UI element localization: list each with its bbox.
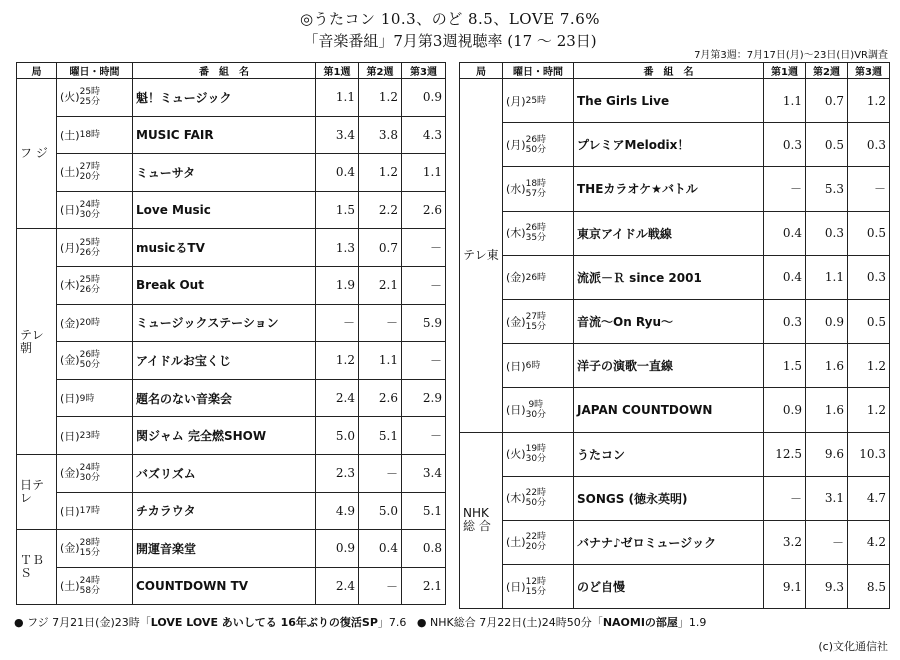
week3-rating: 1.1 [402,154,446,192]
week1-rating: 2.3 [316,454,359,492]
datetime-cell [57,154,133,192]
day-label: (金) [506,271,526,285]
program-name: 魁！ミュージック [133,79,316,117]
program-name: musicるTV [133,229,316,267]
day-label: (日) [60,429,80,443]
datetime-cell [57,379,133,417]
datetime-cell [503,123,574,167]
header-datetime: 曜日・時間 [503,63,574,79]
week2-rating: 5.0 [359,492,402,530]
day-label: (金) [60,466,80,480]
week3-rating: 0.9 [402,79,446,117]
time-label: 24時 58分 [79,576,101,597]
day-label: (日) [60,392,80,406]
footnote-2-program: NAOMIの部屋 [602,616,678,629]
week2-rating: 0.9 [806,299,848,343]
datetime-cell [503,79,574,123]
week2-rating: － [359,304,402,342]
week2-rating: 2.1 [359,266,402,304]
table-row [460,299,890,343]
time-label: 18時 57分 [525,178,547,199]
datetime-cell [503,299,574,343]
time-label: 22時 50分 [525,488,547,509]
program-name: THEカラオケ★バトル [574,167,764,211]
day-label: (木) [506,226,526,240]
datetime-cell [503,432,574,476]
week2-rating: 3.8 [359,116,402,154]
table-row [460,520,890,564]
week1-rating: 0.4 [316,154,359,192]
week1-rating: 12.5 [764,432,806,476]
week3-rating: 8.5 [848,565,890,609]
program-name: 題名のない音楽会 [133,379,316,417]
day-label: (日) [506,580,526,594]
week3-rating: 1.2 [848,79,890,123]
week2-rating: 3.1 [806,476,848,520]
table-row [17,304,446,342]
week3-rating: 4.7 [848,476,890,520]
week2-rating: 5.1 [359,417,402,455]
week2-rating: 0.4 [359,530,402,568]
time-label: 27時 15分 [525,311,547,332]
table-header-row [460,63,890,79]
program-name: チカラウタ [133,492,316,530]
program-name: 洋子の演歌一直線 [574,344,764,388]
table-row [17,116,446,154]
datetime-cell [57,417,133,455]
time-label: 19時 30分 [525,444,547,465]
footnote [14,614,706,630]
table-row [17,342,446,380]
week1-rating: 0.4 [764,211,806,255]
header-week2: 第2週 [359,63,402,79]
day-label: (火) [60,90,80,104]
week3-rating: － [402,417,446,455]
time-label: 26時 [525,272,547,283]
week3-rating: 1.2 [848,344,890,388]
footnote-1-suffix: 」7.6 [377,616,407,629]
week3-rating: 5.9 [402,304,446,342]
table-row [460,123,890,167]
footnote-1-program: LOVE LOVE あいしてる 16年ぶりの復活SP [150,616,378,629]
week3-rating: 4.3 [402,116,446,154]
table-row [17,454,446,492]
week1-rating: 3.4 [316,116,359,154]
time-label: 27時 20分 [79,162,101,183]
program-name: アイドルお宝くじ [133,342,316,380]
footnote-1-prefix: ● フジ 7月21日(金)23時「 [14,616,151,629]
week2-rating: 1.6 [806,388,848,432]
program-name: バズリズム [133,454,316,492]
time-label: 25時 [525,96,547,107]
datetime-cell [57,492,133,530]
datetime-cell [57,79,133,117]
table-row [460,79,890,123]
time-label: 12時 15分 [525,576,547,597]
day-label: (日) [60,203,80,217]
program-name: 東京アイドル戦線 [574,211,764,255]
time-label: 28時 15分 [79,538,101,559]
survey-note: 7月第3週：7月17日(月)～23日(日)VR調査 [694,50,888,61]
table-row [17,154,446,192]
week2-rating: 9.3 [806,565,848,609]
datetime-cell [57,116,133,154]
header-week1: 第1週 [764,63,806,79]
program-name: COUNTDOWN TV [133,567,316,605]
week3-rating: 0.3 [848,123,890,167]
week1-rating: 9.1 [764,565,806,609]
day-label: (土) [60,579,80,593]
day-label: (土) [60,165,80,179]
table-row [460,167,890,211]
datetime-cell [503,167,574,211]
header-week2: 第2週 [806,63,848,79]
day-label: (金) [506,315,526,329]
week3-rating: 5.1 [402,492,446,530]
time-label: 6時 [525,361,541,372]
datetime-cell [57,454,133,492]
day-label: (土) [60,128,80,142]
datetime-cell [57,229,133,267]
station-cell: テレ朝 [17,229,57,455]
program-name: 開運音楽堂 [133,530,316,568]
table-row [460,476,890,520]
program-name: MUSIC FAIR [133,116,316,154]
program-name: The Girls Live [574,79,764,123]
table-row [17,530,446,568]
table-row [17,266,446,304]
week2-rating: 0.7 [359,229,402,267]
datetime-cell [57,342,133,380]
day-label: (土) [506,535,526,549]
datetime-cell [57,266,133,304]
week1-rating: 1.3 [316,229,359,267]
header-station: 局 [17,63,57,79]
program-name: のど自慢 [574,565,764,609]
week2-rating: － [359,454,402,492]
week2-rating: 2.2 [359,191,402,229]
week1-rating: 2.4 [316,379,359,417]
time-label: 24時 30分 [79,200,101,221]
week1-rating: 1.1 [764,79,806,123]
datetime-cell [503,255,574,299]
datetime-cell [503,344,574,388]
table-row [17,79,446,117]
week2-rating: 5.3 [806,167,848,211]
week2-rating: 0.7 [806,79,848,123]
week2-rating: 9.6 [806,432,848,476]
header-week1: 第1週 [316,63,359,79]
header-program: 番 組 名 [133,63,316,79]
table-row [460,255,890,299]
header-datetime: 曜日・時間 [57,63,133,79]
week2-rating: － [806,520,848,564]
week1-rating: 1.5 [316,191,359,229]
week3-rating: 3.4 [402,454,446,492]
table-row [17,191,446,229]
datetime-cell [57,530,133,568]
table-row [17,492,446,530]
header-week3: 第3週 [848,63,890,79]
time-label: 22時 20分 [525,532,547,553]
table-row [17,417,446,455]
week1-rating: 0.9 [764,388,806,432]
datetime-cell [57,191,133,229]
table-row [17,567,446,605]
week3-rating: － [402,229,446,267]
day-label: (日) [506,359,526,373]
day-label: (月) [60,241,80,255]
table-row [460,432,890,476]
program-name: ミュージックステーション [133,304,316,342]
week3-rating: 10.3 [848,432,890,476]
table-row [17,379,446,417]
program-name: ミューサタ [133,154,316,192]
table-row [460,565,890,609]
week1-rating: 3.2 [764,520,806,564]
table-header-row [17,63,446,79]
time-label: 26時 35分 [525,223,547,244]
program-name: Break Out [133,266,316,304]
week1-rating: － [316,304,359,342]
week3-rating: 4.2 [848,520,890,564]
week1-rating: － [764,476,806,520]
program-name: 音流～On Ryu～ [574,299,764,343]
week2-rating: 1.1 [359,342,402,380]
time-label: 9時 30分 [525,399,547,420]
time-label: 25時 26分 [79,275,101,296]
datetime-cell [57,567,133,605]
time-label: 24時 30分 [79,463,101,484]
time-label: 26時 50分 [525,134,547,155]
day-label: (火) [506,447,526,461]
week3-rating: 0.5 [848,211,890,255]
day-label: (金) [60,353,80,367]
station-cell: ＴＢＳ [17,530,57,605]
station-cell: 日テレ [17,454,57,529]
headline: ◎うたコン 10.3、のど 8.5、LOVE 7.6% [299,10,601,28]
datetime-cell [503,388,574,432]
time-label: 20時 [79,318,101,329]
week1-rating: 0.3 [764,299,806,343]
program-name: 流派－Ｒ since 2001 [574,255,764,299]
time-label: 26時 50分 [79,350,101,371]
week1-rating: 5.0 [316,417,359,455]
program-name: SONGS (徳永英明) [574,476,764,520]
time-label: 25時 25分 [79,87,101,108]
week2-rating: 1.2 [359,79,402,117]
table-row [17,229,446,267]
table-row [460,211,890,255]
day-label: (日) [60,504,80,518]
subheadline: 「音楽番組」7月第3週視聴率 (17 ～ 23日) [303,32,597,50]
datetime-cell [503,211,574,255]
week3-rating: － [848,167,890,211]
week1-rating: 1.5 [764,344,806,388]
week1-rating: 4.9 [316,492,359,530]
week3-rating: 0.8 [402,530,446,568]
station-cell: フ ジ [17,79,57,229]
week2-rating: 1.1 [806,255,848,299]
week3-rating: 2.9 [402,379,446,417]
day-label: (月) [506,138,526,152]
program-name: 関ジャム 完全燃SHOW [133,417,316,455]
day-label: (木) [506,491,526,505]
datetime-cell [57,304,133,342]
week1-rating: 1.9 [316,266,359,304]
week1-rating: 0.4 [764,255,806,299]
week3-rating: 2.6 [402,191,446,229]
ratings-table-right [459,62,890,609]
header-week3: 第3週 [402,63,446,79]
week3-rating: － [402,342,446,380]
day-label: (金) [60,541,80,555]
week1-rating: 0.3 [764,123,806,167]
week1-rating: 1.1 [316,79,359,117]
time-label: 9時 [79,393,95,404]
week2-rating: － [359,567,402,605]
datetime-cell [503,520,574,564]
time-label: 23時 [79,431,101,442]
time-label: 18時 [79,130,101,141]
time-label: 25時 26分 [79,237,101,258]
week2-rating: 2.6 [359,379,402,417]
header-station: 局 [460,63,503,79]
week1-rating: 2.4 [316,567,359,605]
footnote-2-prefix: ● NHK総合 7月22日(土)24時50分「 [416,616,603,629]
program-name: うたコン [574,432,764,476]
week3-rating: － [402,266,446,304]
day-label: (金) [60,316,80,330]
program-name: JAPAN COUNTDOWN [574,388,764,432]
datetime-cell [503,476,574,520]
program-name: バナナ♪ゼロミュージック [574,520,764,564]
table-row [460,344,890,388]
week3-rating: 0.3 [848,255,890,299]
datetime-cell [503,565,574,609]
day-label: (日) [506,403,526,417]
footnote-2-suffix: 」1.9 [677,616,707,629]
day-label: (水) [506,182,526,196]
week3-rating: 1.2 [848,388,890,432]
week1-rating: 1.2 [316,342,359,380]
day-label: (木) [60,278,80,292]
week3-rating: 0.5 [848,299,890,343]
time-label: 17時 [79,506,101,517]
week3-rating: 2.1 [402,567,446,605]
week2-rating: 0.5 [806,123,848,167]
station-cell: NHK 総 合 [460,432,503,609]
program-name: Love Music [133,191,316,229]
day-label: (月) [506,94,526,108]
station-cell: テレ東 [460,79,503,433]
ratings-table-left [16,62,446,605]
week2-rating: 0.3 [806,211,848,255]
week2-rating: 1.2 [359,154,402,192]
week2-rating: 1.6 [806,344,848,388]
program-name: プレミアMelodix！ [574,123,764,167]
week1-rating: 0.9 [316,530,359,568]
table-row [460,388,890,432]
week1-rating: － [764,167,806,211]
header-program: 番 組 名 [574,63,764,79]
copyright: (c)文化通信社 [818,640,888,653]
